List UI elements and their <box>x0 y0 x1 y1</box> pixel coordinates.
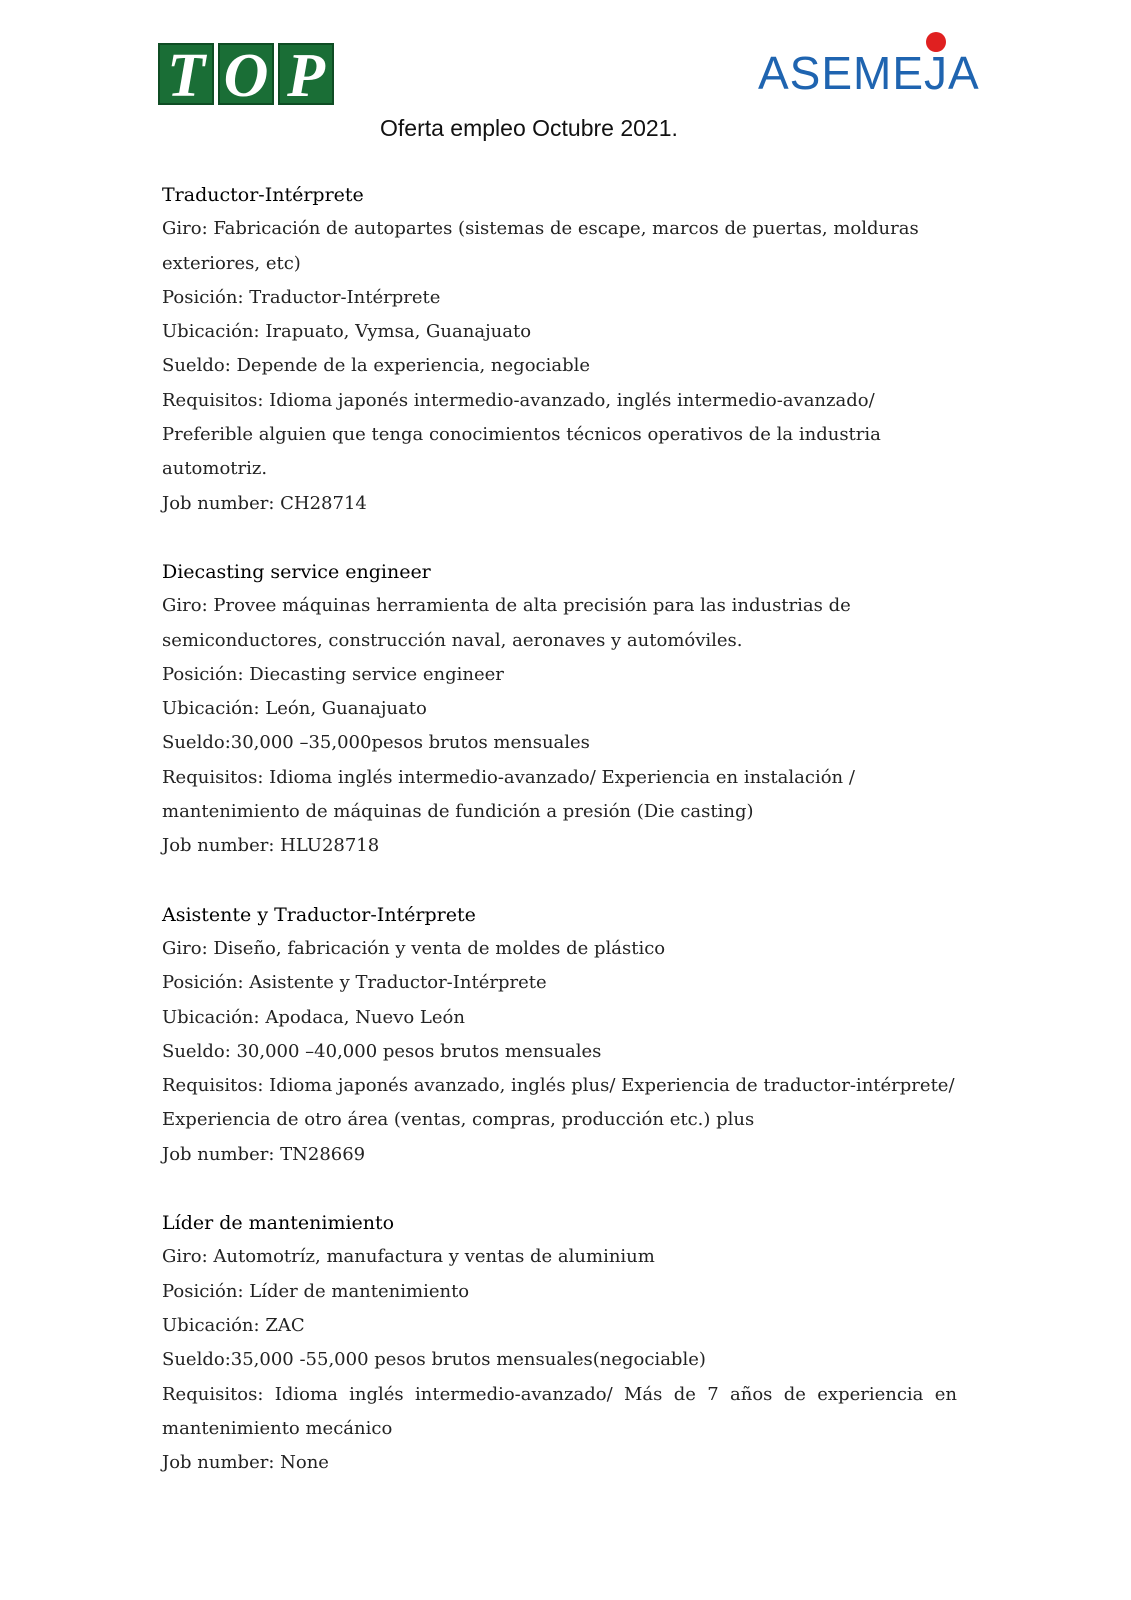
job-posicion: Posición: Líder de mantenimiento <box>162 1280 470 1302</box>
job-giro: Giro: Diseño, fabricación y venta de moldes de plástico <box>162 937 666 959</box>
job-entry <box>162 555 957 864</box>
job-posicion: Posición: Traductor-Intérprete <box>162 286 441 308</box>
top-logo-letter: O <box>218 43 274 105</box>
job-entry <box>162 178 957 521</box>
job-posicion: Posición: Asistente y Traductor-Intérprete <box>162 972 547 994</box>
job-giro: Giro: Fabricación de autopartes (sistemas de escape, marcos de puertas, molduras exteriores, etc) <box>162 218 919 274</box>
job-requisitos: Requisitos: Idioma japonés avanzado, inglés plus/ Experiencia de traductor-intérprete/ Experiencia de otro área (ventas, compras, producción etc.) plus <box>162 1075 955 1131</box>
job-posicion: Posición: Diecasting service engineer <box>162 663 504 685</box>
job-sueldo: Sueldo:30,000 –35,000pesos brutos mensuales <box>162 732 590 754</box>
job-requisitos: Requisitos: Idioma inglés intermedio-avanzado/ Más de 7 años de experiencia en mantenimiento mecánico <box>162 1383 957 1439</box>
job-number: Job number: CH28714 <box>162 492 367 514</box>
asemeja-logo <box>758 28 978 108</box>
job-title: Diecasting service engineer <box>162 560 431 583</box>
job-giro: Giro: Provee máquinas herramienta de alta precisión para las industrias de semiconductores, construcción naval, aeronaves y automóviles. <box>162 595 851 651</box>
job-number: Job number: None <box>162 1452 329 1474</box>
job-list <box>162 178 957 1514</box>
job-sueldo: Sueldo: Depende de la experiencia, negociable <box>162 355 591 377</box>
job-title: Líder de mantenimiento <box>162 1212 395 1235</box>
job-ubicacion: Ubicación: ZAC <box>162 1314 305 1336</box>
job-ubicacion: Ubicación: León, Guanajuato <box>162 698 427 720</box>
job-title: Asistente y Traductor-Intérprete <box>162 903 476 926</box>
top-logo-letter: T <box>158 43 214 105</box>
top-logo <box>158 42 334 110</box>
job-requisitos: Requisitos: Idioma japonés intermedio-avanzado, inglés intermedio-avanzado/ Preferible alguien que tenga conocimientos técnicos operativos de la industria automotriz. <box>162 389 881 480</box>
job-giro: Giro: Automotríz, manufactura y ventas de aluminium <box>162 1246 655 1268</box>
job-number: Job number: HLU28718 <box>162 835 380 857</box>
job-sueldo: Sueldo: 30,000 –40,000 pesos brutos mensuales <box>162 1040 602 1062</box>
job-entry <box>162 1206 957 1480</box>
job-sueldo: Sueldo:35,000 -55,000 pesos brutos mensuales(negociable) <box>162 1349 706 1371</box>
job-number: Job number: TN28669 <box>162 1143 366 1165</box>
job-ubicacion: Ubicación: Apodaca, Nuevo León <box>162 1006 465 1028</box>
top-logo-letter: P <box>278 43 334 105</box>
page-title: Oferta empleo Octubre 2021. <box>380 115 678 141</box>
job-requisitos: Requisitos: Idioma inglés intermedio-avanzado/ Experiencia en instalación / mantenimiento de máquinas de fundición a presión (Die casting) <box>162 766 855 823</box>
asemeja-logo-text: ASEMEJA <box>758 47 980 99</box>
job-ubicacion: Ubicación: Irapuato, Vymsa, Guanajuato <box>162 321 532 343</box>
job-title: Traductor-Intérprete <box>162 184 364 206</box>
job-entry <box>162 898 957 1172</box>
